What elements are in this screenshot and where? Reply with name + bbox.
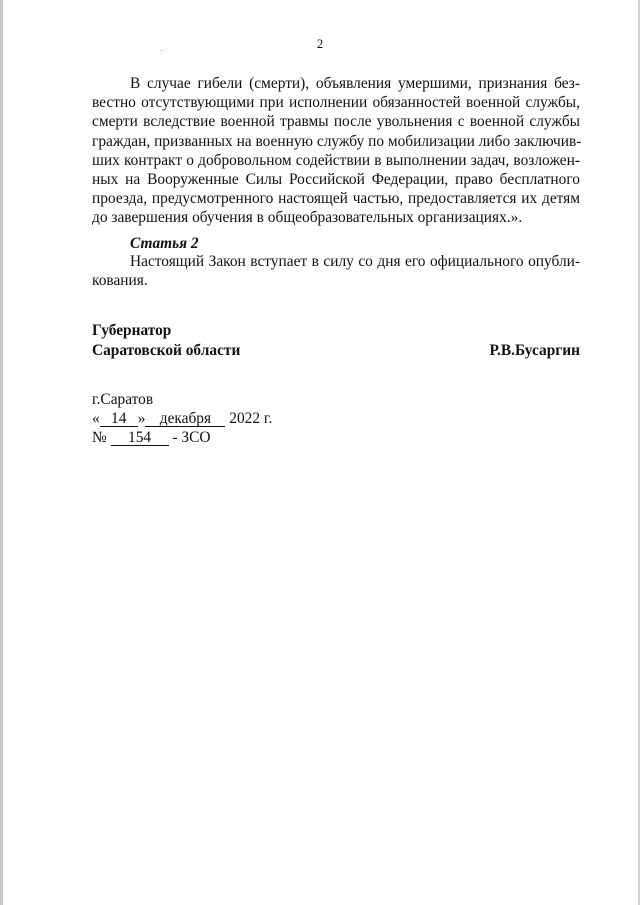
- paragraph-1-line: ших контракт о добровольном содействии в выполнении задач, возложен-: [92, 151, 580, 169]
- quote-open: «: [92, 410, 100, 427]
- signature-block: [92, 321, 580, 360]
- article-heading: Статья 2: [130, 235, 199, 252]
- number-line: [92, 428, 272, 447]
- city: г.Саратов: [92, 391, 154, 408]
- place-date-block: [92, 390, 272, 447]
- signature-title-line-2: Саратовской области: [92, 341, 241, 359]
- date-month: декабря: [145, 411, 225, 427]
- paragraph-1-line: граждан, призванных на военную службу по мобилизации либо заключив-: [92, 132, 582, 150]
- paragraph-1: [92, 74, 580, 228]
- paragraph-1-line: вестно отсутствующими при исполнении обязанностей военной службы,: [92, 94, 580, 112]
- page-number: 2: [316, 36, 324, 51]
- paragraph-1-line: проезда, предусмотренного настоящей частью, предоставляется их детям: [92, 190, 580, 208]
- scan-edge-left: [0, 0, 3, 905]
- signature-title-line-1: Губернатор: [92, 322, 172, 339]
- number-suffix: - ЗСО: [172, 429, 211, 446]
- quote-close: »: [137, 410, 146, 427]
- date-line: [92, 409, 272, 428]
- date-day: 14: [100, 411, 138, 427]
- signatory-name: Р.В.Бусаргин: [489, 341, 580, 359]
- article-paragraph-line: кования.: [92, 272, 148, 290]
- paragraph-1-line: до завершения обучения в общеобразовательных организациях.».: [92, 209, 523, 227]
- date-year: 2022 г.: [229, 410, 273, 427]
- number-prefix: №: [92, 429, 107, 446]
- signature-row: [92, 341, 580, 361]
- paragraph-1-line: ных на Вооруженные Силы Российской Федерации, право бесплатного: [92, 170, 580, 188]
- article-paragraph: [92, 252, 580, 290]
- paragraph-1-line: смерти вследствие военной травмы после увольнения с военной службы: [92, 113, 580, 131]
- paragraph-1-line: В случае гибели (смерти), объявления умершими, признания без-: [130, 75, 580, 92]
- article-paragraph-line: Настоящий Закон вступает в силу со дня его официального опубли-: [130, 253, 580, 270]
- law-number: 154: [111, 430, 169, 446]
